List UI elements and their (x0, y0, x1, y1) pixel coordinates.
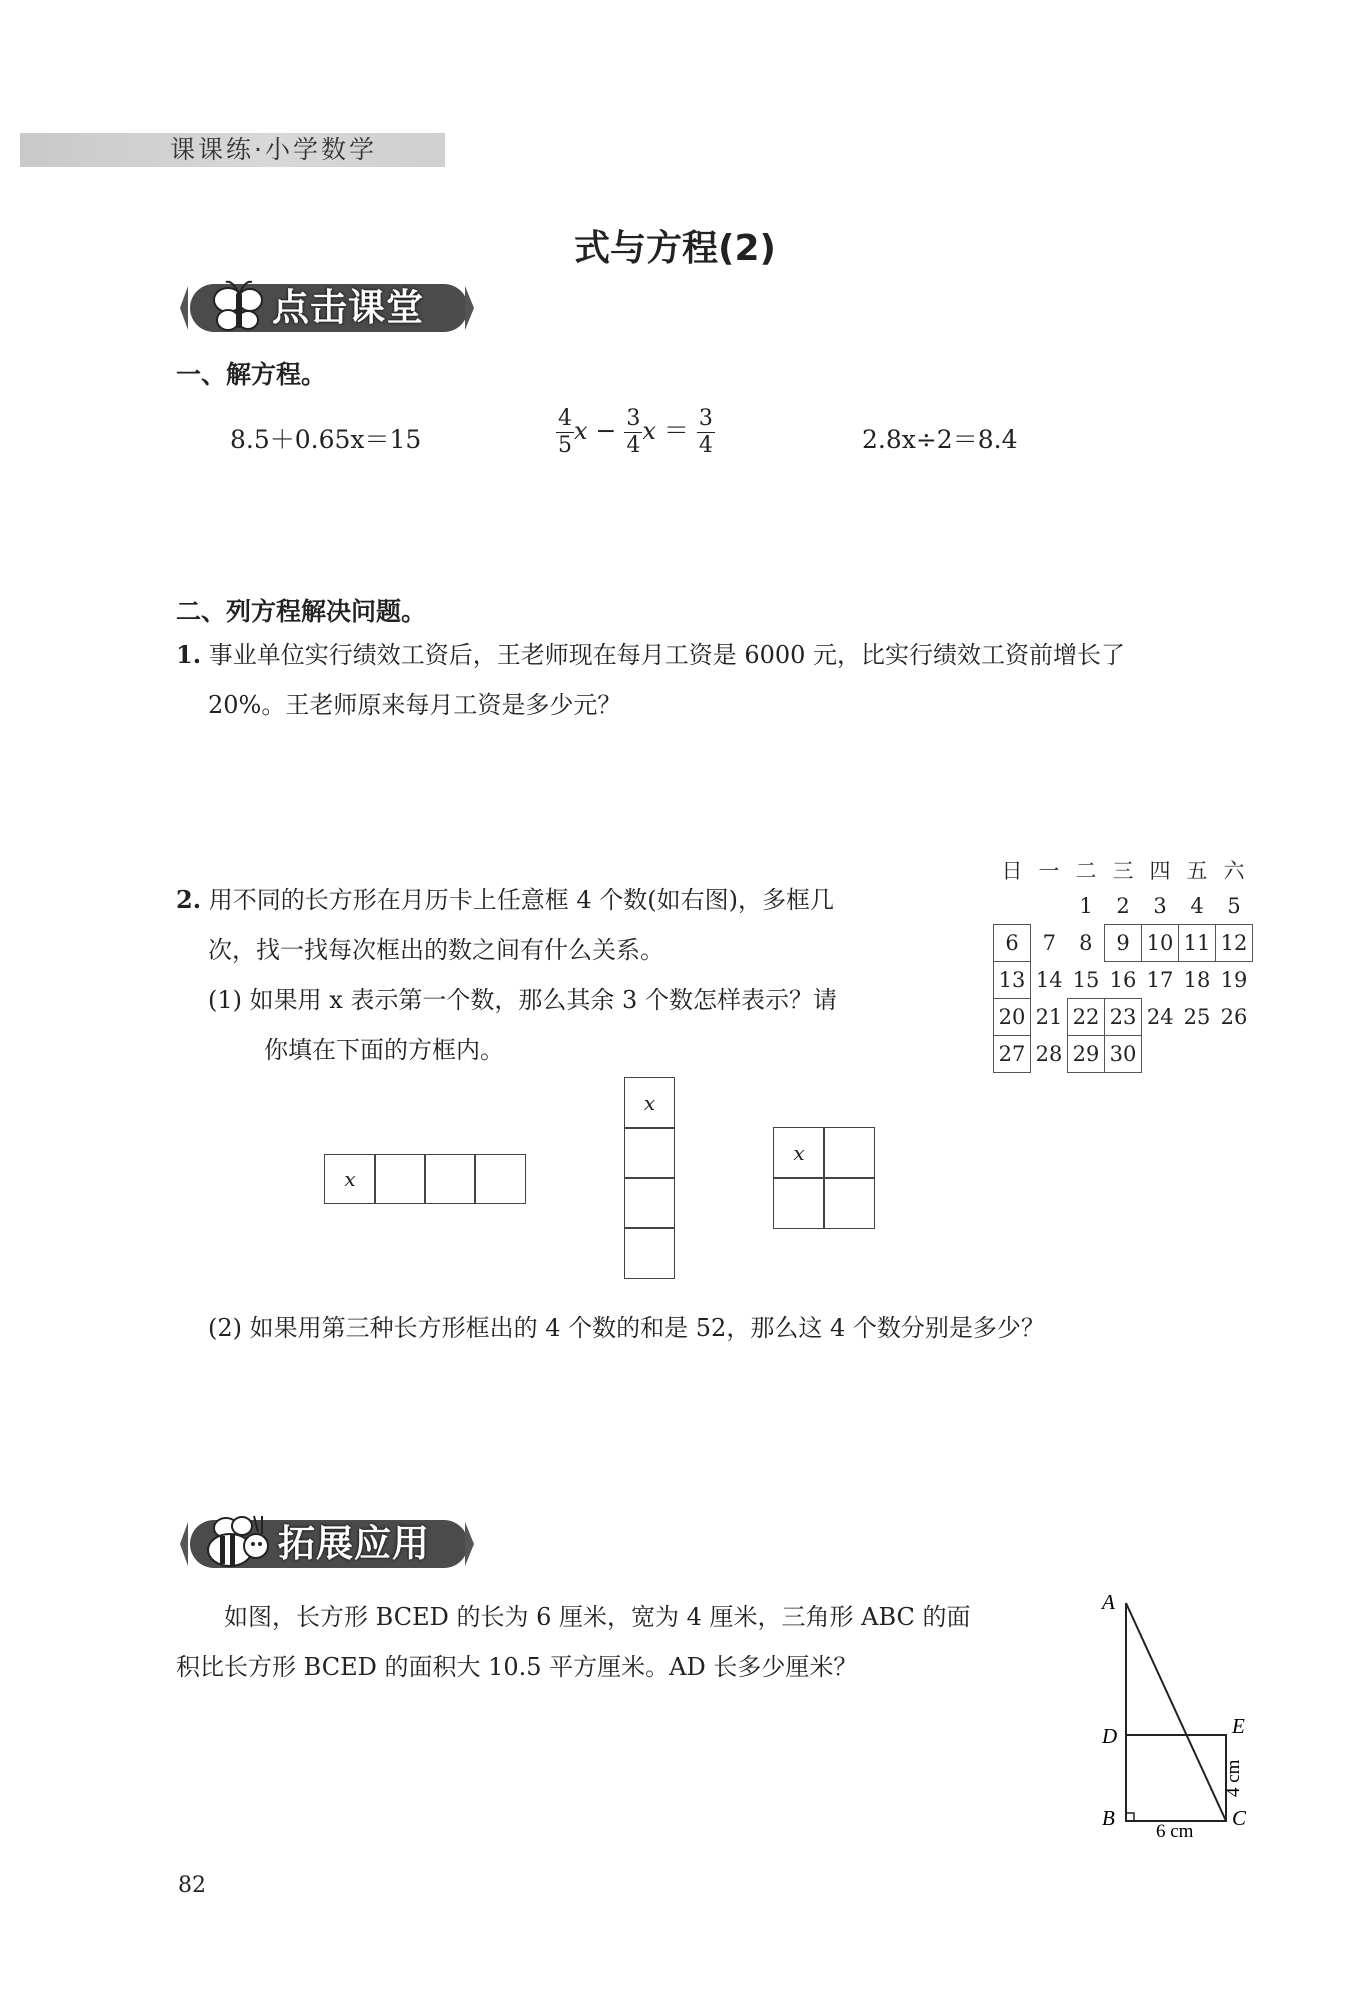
calendar-day-framed: 23 (1105, 999, 1142, 1036)
weekday: 五 (1186, 859, 1208, 883)
question-text: 次，找一找每次框出的数之间有什么关系。 (208, 936, 664, 964)
question-text: 事业单位实行绩效工资后，王老师现在每月工资是 6000 元，比实行绩效工资前增长了 (208, 641, 1126, 669)
calendar-day-framed: 13 (994, 962, 1031, 999)
width-label: 6 cm (1156, 1821, 1194, 1842)
calendar-weekday-row (994, 852, 1253, 888)
extension-problem (176, 1592, 1076, 1692)
answer-box-first[interactable]: x (773, 1127, 825, 1179)
equation-3: 2.8x÷2＝8.4 (862, 425, 1018, 454)
calendar-day-framed: 27 (994, 1036, 1031, 1073)
weekday: 六 (1223, 859, 1245, 883)
page-number: 82 (178, 1873, 206, 1898)
answer-box-first[interactable]: x (624, 1077, 675, 1129)
calendar-row (994, 962, 1253, 999)
weekday: 一 (1038, 859, 1060, 883)
question-number: 2. (176, 885, 202, 914)
numerator: 3 (698, 406, 713, 431)
section-badge-label: 拓展应用 (278, 1522, 430, 1565)
bee-icon (196, 1512, 274, 1574)
height-label: 4 cm (1223, 1759, 1244, 1797)
weekday: 日 (1001, 859, 1023, 883)
geometry-figure (1090, 1585, 1290, 1845)
fraction (624, 406, 642, 459)
calendar-day-framed: 22 (1068, 999, 1105, 1036)
question-text: 20%。王老师原来每月工资是多少元？ (208, 691, 622, 719)
section-badge-label: 点击课堂 (272, 286, 424, 329)
calendar-day: 25 (1183, 1005, 1211, 1029)
calendar-day-framed: 30 (1105, 1036, 1142, 1073)
calendar-day: 2 (1116, 894, 1130, 918)
calendar-day: 1 (1079, 894, 1093, 919)
butterfly-icon (208, 278, 268, 338)
calendar-day: 24 (1146, 1005, 1174, 1029)
part1-heading: 一、解方程。 (176, 360, 327, 389)
calendar-day-framed: 9 (1105, 925, 1142, 962)
calendar-day: 14 (1035, 968, 1063, 992)
problem-text: 如图，长方形 BCED 的长为 6 厘米，宽为 4 厘米，三角形 ABC 的面 (224, 1603, 971, 1631)
calendar-day-framed: 20 (994, 999, 1031, 1036)
fraction (697, 406, 715, 459)
calendar-day-framed: 12 (1216, 925, 1253, 962)
weekday: 三 (1112, 859, 1134, 883)
calendar-day (1142, 1036, 1179, 1073)
calendar-day (1216, 1036, 1253, 1073)
answer-box-first[interactable]: x (324, 1154, 376, 1204)
calendar-row (994, 1036, 1253, 1073)
calendar (993, 852, 1253, 1073)
numerator: 4 (558, 406, 572, 431)
equation-2: $\frac{4}{5}$ x − $\frac{3}{4}$ x ＝ $\frac{3}{4}$ (558, 406, 713, 458)
calendar-day-framed: 10 (1142, 925, 1179, 962)
answer-box[interactable] (823, 1177, 875, 1229)
calendar-day: 28 (1035, 1042, 1063, 1066)
calendar-day: 3 (1153, 894, 1167, 918)
denominator: 5 (558, 433, 572, 458)
question-1 (176, 630, 1296, 730)
answer-box[interactable] (374, 1154, 426, 1204)
calendar-row (994, 999, 1253, 1036)
fraction (556, 406, 574, 459)
side-AC (1126, 1603, 1226, 1821)
calendar-day: 16 (1109, 968, 1137, 992)
calendar-day: 21 (1035, 1005, 1063, 1029)
question-text: 用不同的长方形在月历卡上任意框 4 个数(如右图)，多框几 (208, 886, 834, 914)
answer-box[interactable] (624, 1177, 675, 1229)
answer-box[interactable] (624, 1127, 675, 1179)
label-E: E (1232, 1714, 1245, 1738)
label-C: C (1232, 1806, 1247, 1830)
subquestion-text: 你填在下面的方框内。 (264, 1036, 504, 1064)
label-B: B (1102, 1806, 1115, 1830)
calendar-day: 8 (1079, 931, 1093, 955)
calendar-day: 5 (1227, 894, 1241, 918)
calendar-day: 7 (1042, 931, 1056, 955)
calendar-day: 26 (1220, 1005, 1248, 1029)
calendar-day: 15 (1072, 967, 1100, 992)
calendar-day: 19 (1220, 968, 1248, 993)
weekday: 四 (1149, 859, 1171, 883)
label-D: D (1102, 1724, 1118, 1748)
right-angle-mark (1126, 1813, 1134, 1821)
calendar-day (1031, 888, 1068, 925)
section-badge-classroom (174, 280, 479, 336)
answer-box[interactable] (424, 1154, 476, 1204)
subquestion-2: (2) 如果用第三种长方形框出的 4 个数的和是 52，那么这 4 个数分别是多少？ (208, 1314, 1045, 1342)
answer-box[interactable] (624, 1227, 675, 1279)
answer-box[interactable] (823, 1127, 875, 1179)
subquestion-text: (1) 如果用 x 表示第一个数，那么其余 3 个数怎样表示？请 (208, 986, 837, 1014)
page-title: 式与方程(2) (574, 228, 776, 269)
series-title: 课课练·小学数学 (170, 135, 377, 164)
part2-heading: 二、列方程解决问题。 (176, 597, 427, 626)
calendar-day: 18 (1183, 968, 1211, 993)
calendar-day-framed: 29 (1068, 1036, 1105, 1073)
question-2 (176, 875, 956, 1075)
denominator: 4 (626, 433, 641, 458)
problem-text: 积比长方形 BCED 的面积大 10.5 平方厘米。AD 长多少厘米？ (176, 1653, 858, 1681)
equation-1: 8.5＋0.65x＝15 (230, 425, 422, 454)
denominator: 4 (698, 433, 713, 458)
calendar-day-framed: 6 (994, 925, 1031, 962)
answer-box[interactable] (773, 1177, 825, 1229)
calendar-day (1179, 1036, 1216, 1073)
calendar-day (994, 888, 1031, 925)
calendar-day: 17 (1146, 968, 1174, 993)
label-A: A (1102, 1590, 1115, 1614)
calendar-row (994, 925, 1253, 962)
question-number: 1. (176, 640, 202, 669)
weekday: 二 (1075, 859, 1097, 883)
calendar-day-framed: 11 (1179, 925, 1216, 962)
calendar-day: 4 (1190, 894, 1204, 918)
answer-box[interactable] (474, 1154, 526, 1204)
rectangle-BCED (1126, 1735, 1226, 1821)
calendar-row (994, 888, 1253, 925)
section-badge-extension (174, 1516, 479, 1572)
numerator: 3 (626, 406, 641, 431)
